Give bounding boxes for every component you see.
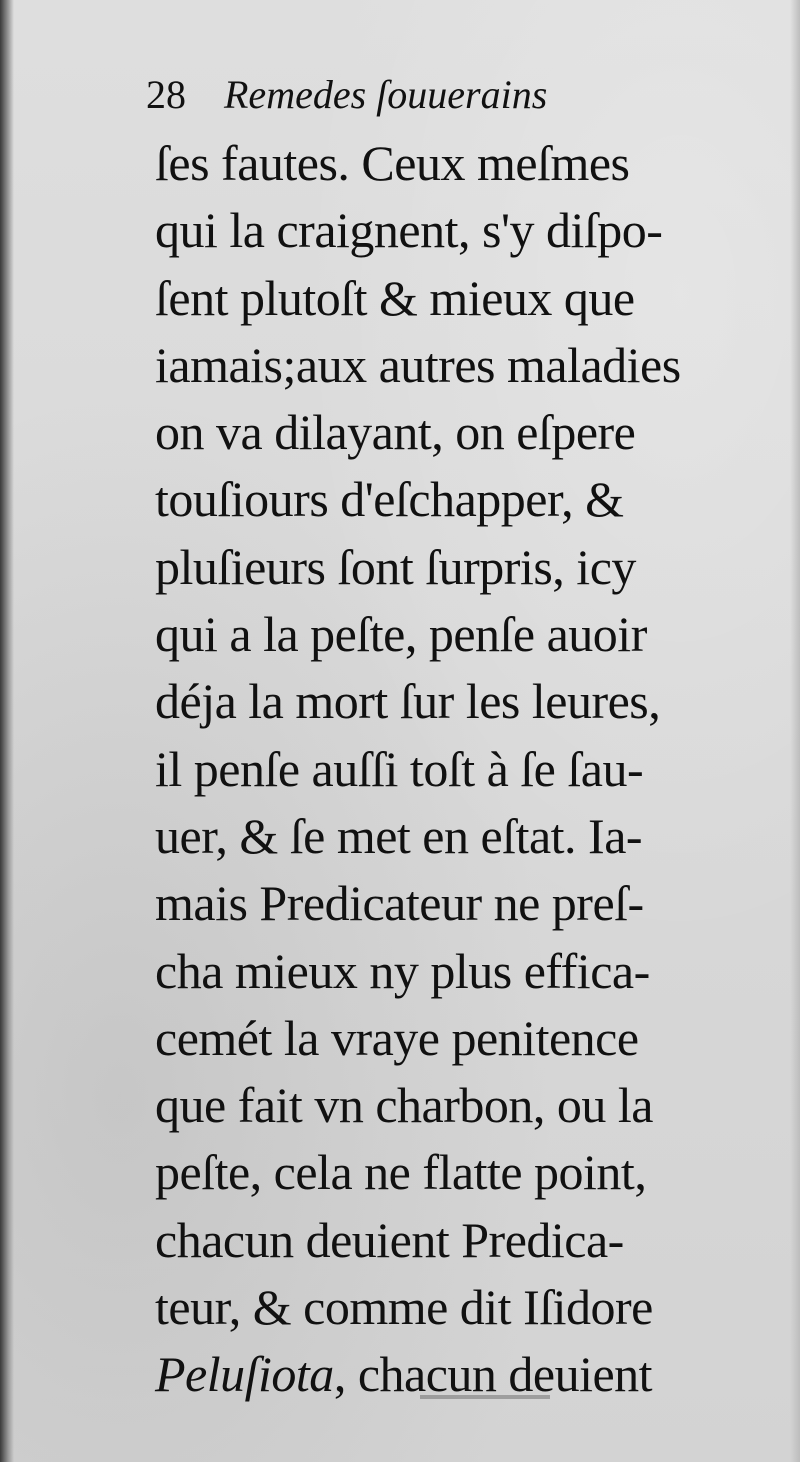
body-text [155,130,755,1409]
page-edge [790,0,800,1462]
italic-name: Peluſiota [155,1346,334,1403]
last-line-rest: , chacun deuient [333,1346,653,1403]
page-gutter-shadow [0,0,14,1462]
text-line: cha mieux ny plus effica- [155,942,650,999]
text-line: teur, & comme dit Iſidore [155,1279,653,1336]
running-head [146,72,706,118]
text-line: déja la mort ſur les leures, [155,673,661,730]
text-line: iamais;aux autres maladies [155,336,681,393]
page-number: 28 [146,72,186,117]
text-line: on va dilayant, on eſpere [155,404,636,461]
text-line: mais Predicateur ne preſ- [155,875,644,932]
text-line: ſent plutoſt & mieux que [155,269,635,326]
text-line: uer, & ſe met en eſtat. Ia- [155,807,643,864]
text-line: pluſieurs ſont ſurpris, icy [155,538,636,595]
text-line: ſes fautes. Ceux meſmes [155,135,630,191]
bottom-smudge [420,1395,550,1399]
running-head-title: Remedes ſouuerains [224,72,548,117]
text-line: chacun deuient Predica- [155,1211,624,1268]
text-line: touſiours d'eſchapper, & [155,471,624,528]
text-line: peſte, cela ne flatte point, [155,1144,647,1201]
text-line: il penſe auſſi toſt à ſe ſau- [155,740,644,797]
text-line: cemét la vraye penitence [155,1009,639,1066]
text-line: qui a la peſte, penſe auoir [155,606,647,663]
text-line: que fait vn charbon, ou la [155,1077,653,1134]
text-line: qui la craignent, s'y diſpo- [155,202,663,259]
